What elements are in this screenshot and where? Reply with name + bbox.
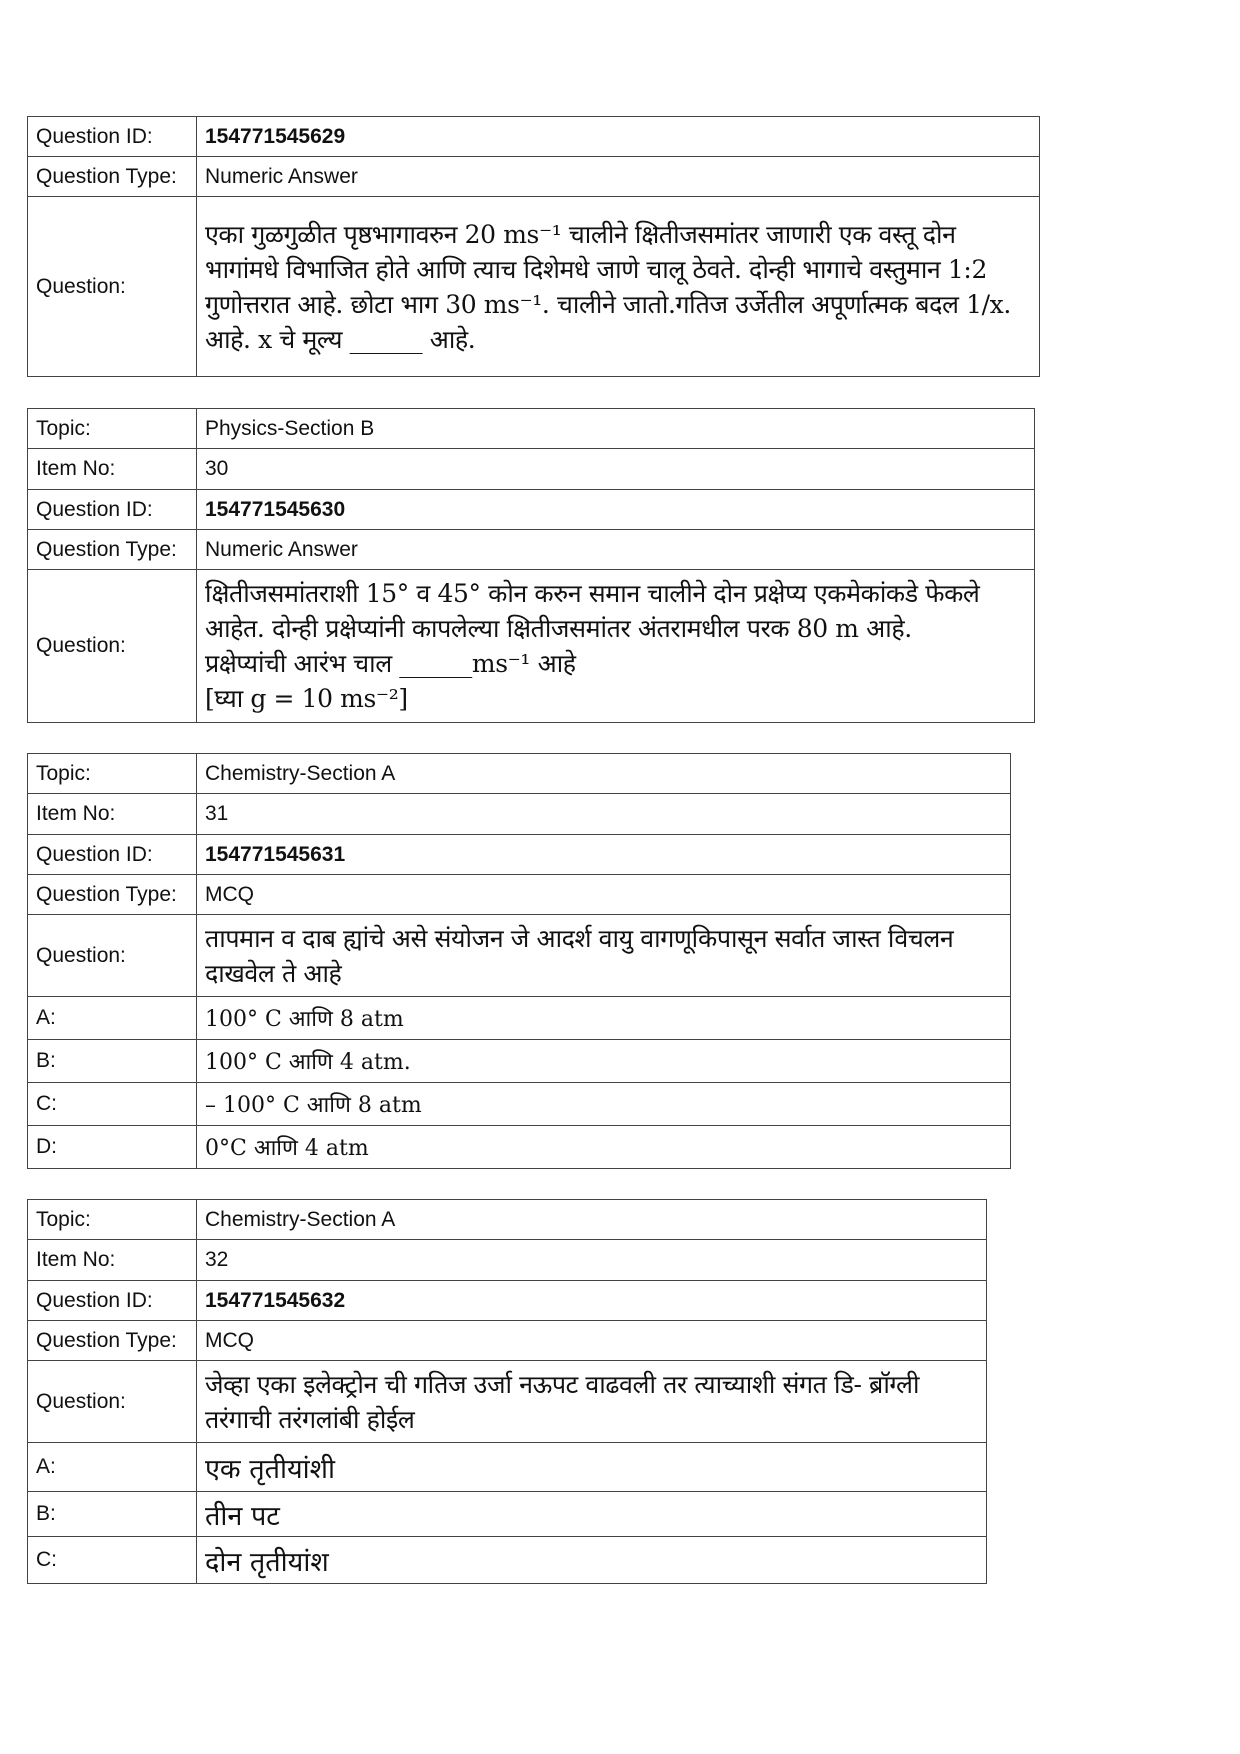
label-question: Question: — [28, 197, 197, 377]
option-a-text: 100° C आणि 8 atm — [197, 997, 1011, 1040]
question-block-4 — [27, 1199, 987, 1584]
question-line: प्रक्षेप्यांची आरंभ चाल ______ms⁻¹ आहे — [205, 649, 576, 678]
label-question-id: Question ID: — [28, 490, 197, 530]
option-b-text: तीन पट — [197, 1492, 987, 1537]
topic-value: Physics-Section B — [197, 409, 1035, 449]
label-question-type: Question Type: — [28, 875, 197, 915]
label-question: Question: — [28, 1361, 197, 1443]
question-text — [197, 197, 1040, 377]
question-line: एका गुळगुळीत पृष्ठभागावरुन 20 ms⁻¹ चालीने क्षितीजसमांतर जाणारी एक वस्तू दोन — [205, 219, 956, 249]
question-id-value: 154771545630 — [197, 490, 1035, 530]
question-text — [197, 1361, 987, 1443]
label-item-no: Item No: — [28, 449, 197, 490]
option-c-text: दोन तृतीयांश — [197, 1537, 987, 1584]
label-question-id: Question ID: — [28, 1281, 197, 1321]
question-line: जेव्हा एका इलेक्ट्रोन ची गतिज उर्जा नऊपट वाढवली तर त्याच्याशी संगत डि- ब्रॉग्ली — [205, 1369, 920, 1399]
label-question-id: Question ID: — [28, 117, 197, 157]
question-id-value: 154771545632 — [197, 1281, 987, 1321]
label-topic: Topic: — [28, 754, 197, 794]
question-id-value: 154771545631 — [197, 835, 1011, 875]
question-type-value: Numeric Answer — [197, 530, 1035, 570]
question-text — [197, 915, 1011, 997]
label-question-id: Question ID: — [28, 835, 197, 875]
question-text — [197, 570, 1035, 723]
label-option-a: A: — [28, 1443, 197, 1492]
label-question-type: Question Type: — [28, 530, 197, 570]
label-option-b: B: — [28, 1492, 197, 1537]
topic-value: Chemistry-Section A — [197, 754, 1011, 794]
topic-value: Chemistry-Section A — [197, 1200, 987, 1240]
option-a-text: एक तृतीयांशी — [197, 1443, 987, 1492]
question-type-value: MCQ — [197, 875, 1011, 915]
label-question-type: Question Type: — [28, 1321, 197, 1361]
label-topic: Topic: — [28, 1200, 197, 1240]
question-block-3 — [27, 753, 1011, 1169]
question-line: तरंगाची तरंगलांबी होईल — [205, 1404, 415, 1434]
label-question: Question: — [28, 570, 197, 723]
label-topic: Topic: — [28, 409, 197, 449]
question-id-value: 154771545629 — [197, 117, 1040, 157]
label-option-d: D: — [28, 1126, 197, 1169]
question-type-value: MCQ — [197, 1321, 987, 1361]
item-no-value: 32 — [197, 1240, 987, 1281]
label-question: Question: — [28, 915, 197, 997]
label-option-a: A: — [28, 997, 197, 1040]
option-d-text: 0°C आणि 4 atm — [197, 1126, 1011, 1169]
question-line: दाखवेल ते आहे — [205, 958, 342, 988]
label-item-no: Item No: — [28, 1240, 197, 1281]
option-c-text: – 100° C आणि 8 atm — [197, 1083, 1011, 1126]
question-line: भागांमधे विभाजित होते आणि त्याच दिशेमधे जाणे चालू ठेवते. दोन्ही भागाचे वस्तुमान 1:2 — [205, 254, 987, 284]
question-line: आहेत. दोन्ही प्रक्षेप्यांनी कापलेल्या क्षितीजसमांतर अंतरामधील परक 80 m आहे. — [205, 614, 912, 643]
question-line: आहे. x चे मूल्य ______ आहे. — [205, 324, 476, 354]
question-line: गुणोत्तरात आहे. छोटा भाग 30 ms⁻¹. चालीने जातो.गतिज उर्जेतील अपूर्णात्मक बदल 1/x. — [205, 289, 1011, 319]
label-option-b: B: — [28, 1040, 197, 1083]
item-no-value: 31 — [197, 794, 1011, 835]
question-block-1 — [27, 116, 1040, 377]
label-option-c: C: — [28, 1083, 197, 1126]
label-question-type: Question Type: — [28, 157, 197, 197]
question-type-value: Numeric Answer — [197, 157, 1040, 197]
question-line: क्षितीजसमांतराशी 15° व 45° कोन करुन समान चालीने दोन प्रक्षेप्य एकमेकांकडे फेकले — [205, 579, 980, 608]
option-b-text: 100° C आणि 4 atm. — [197, 1040, 1011, 1083]
question-line: तापमान व दाब ह्यांचे असे संयोजन जे आदर्श वायु वागणूकिपासून सर्वात जास्त विचलन — [205, 923, 954, 953]
item-no-value: 30 — [197, 449, 1035, 490]
question-line: [घ्या g = 10 ms⁻²] — [205, 684, 408, 713]
label-item-no: Item No: — [28, 794, 197, 835]
label-option-c: C: — [28, 1537, 197, 1584]
question-block-2 — [27, 408, 1035, 723]
